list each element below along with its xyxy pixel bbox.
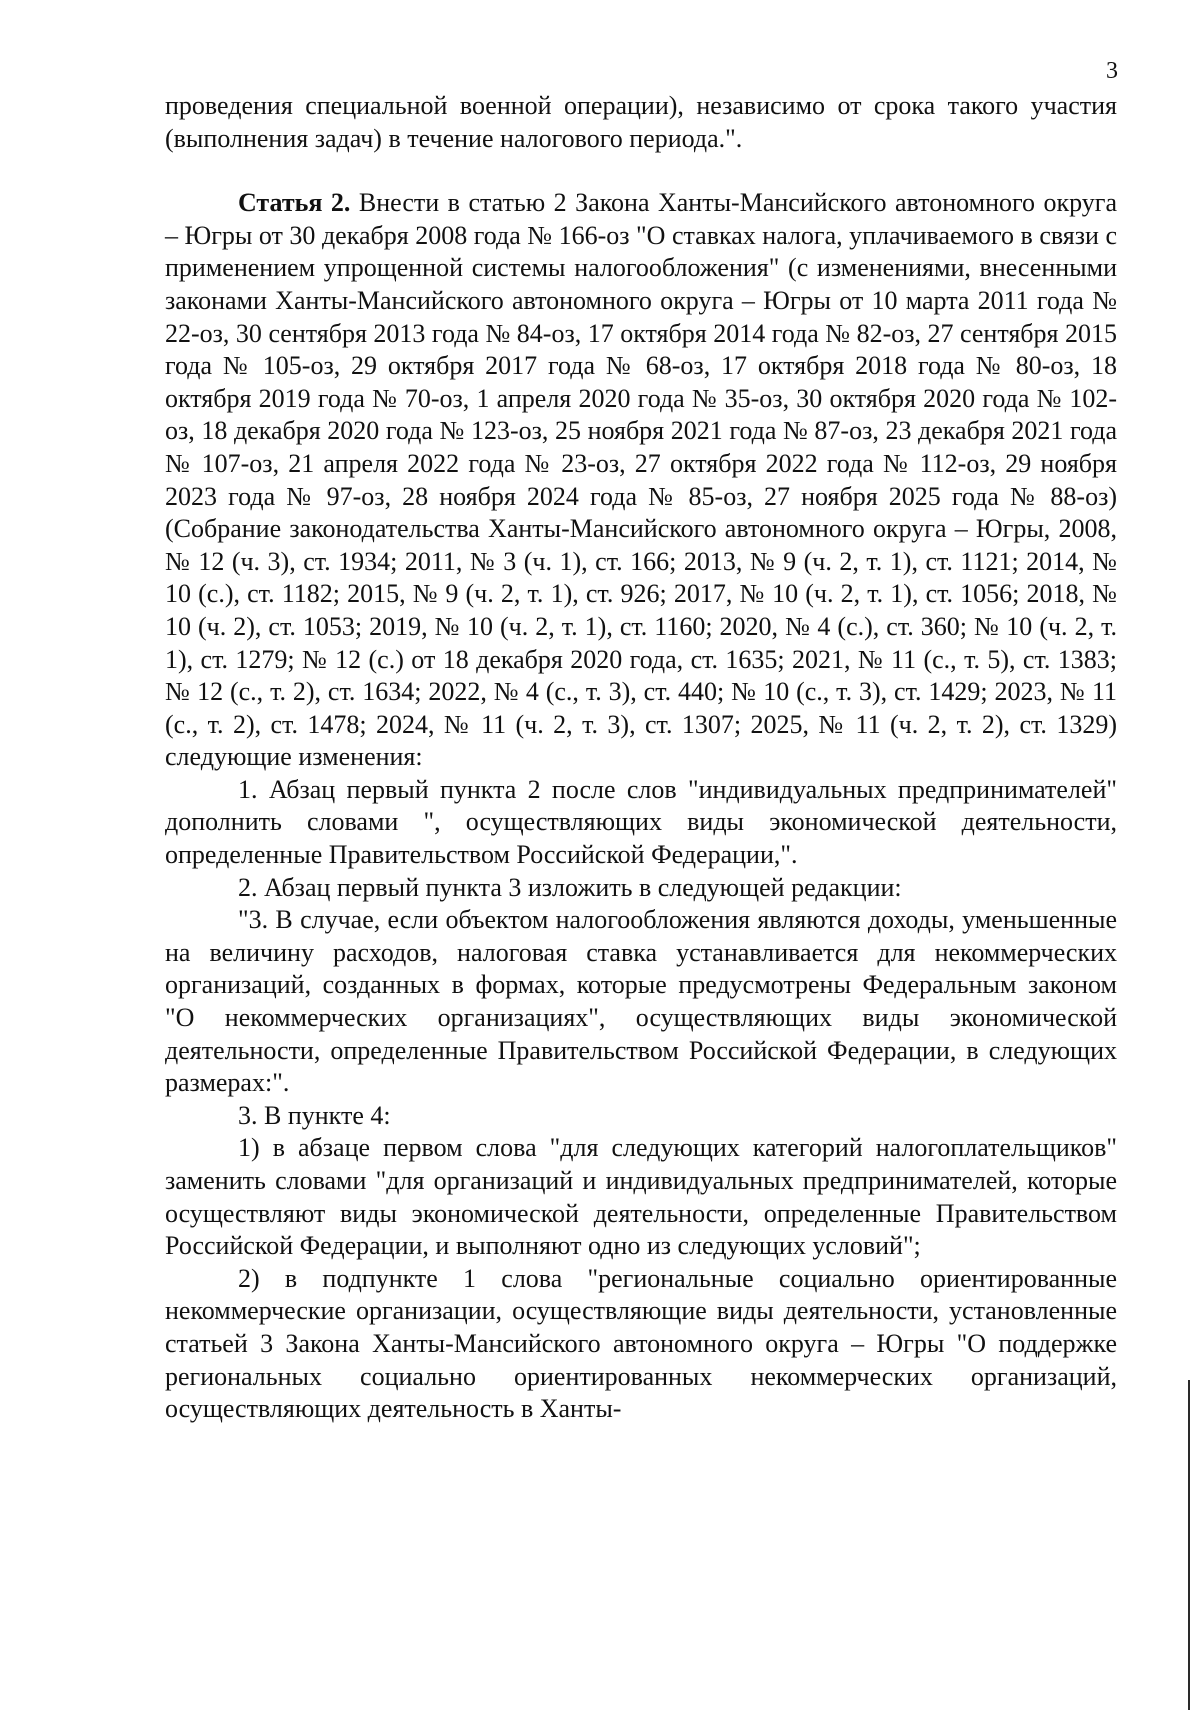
scan-edge-mark: [1188, 1380, 1190, 1710]
paragraph-subitem-1: 1) в абзаце первом слова "для следующих категорий налогоплательщиков" заменить словами "для организаций и индивидуальных предпринимателей, которые осуществляют виды экономической деятельности, определенные Правительством Российской Федерации, и выполняют одно из следующих условий";: [165, 1133, 1117, 1261]
article-heading: Статья 2.: [238, 188, 351, 218]
paragraph-item-3: 3. В пункте 4:: [238, 1100, 391, 1130]
article-2-text: Внести в статью 2 Закона Ханты-Мансийского автономного округа – Югры от 30 декабря 2008 года № 166-оз "О ставках налога, уплачиваемого в связи с применением упрощенной системы налогообложения" (с изменениями, внесенными законами Ханты-Мансийского автономного округа – Югры от 10 марта 2011 года № 22-оз, 30 сентября 2013 года № 84-оз, 17 октября 2014 года № 82-оз, 27 сентября 2015 года № 105-оз, 29 октября 2017 года № 68-оз, 17 октября 2018 года № 80-оз, 18 октября 2019 года № 70-оз, 1 апреля 2020 года № 35-оз, 30 октября 2020 года № 102-оз, 18 декабря 2020 года № 123-оз, 25 ноября 2021 года № 87-оз, 23 декабря 2021 года № 107-оз, 21 апреля 2022 года № 23-оз, 27 октября 2022 года № 112-оз, 29 ноября 2023 года № 97-оз, 28 ноября 2024 года № 85-оз, 27 ноября 2025 года № 88-оз) (Собрание законодательства Ханты-Мансийского автономного округа – Югры, 2008, № 12 (ч. 3), ст. 1934; 2011, № 3 (ч. 1), ст. 166; 2013, № 9 (ч. 2, т. 1), ст. 1121; 2014, № 10 (с.), ст. 1182; 2015, № 9 (ч. 2, т. 1), ст. 926; 2017, № 10 (ч. 2, т. 1), ст. 1056; 2018, № 10 (ч. 2), ст. 1053; 2019, № 10 (ч. 2, т. 1), ст. 1160; 2020, № 4 (с.), ст. 360; № 10 (ч. 2, т. 1), ст. 1279; № 12 (с.) от 18 декабря 2020 года, ст. 1635; 2021, № 11 (с., т. 5), ст. 1383; № 12 (с., т. 2), ст. 1634; 2022, № 4 (с., т. 3), ст. 440; № 10 (с., т. 3), ст. 1429; 2023, № 11 (с., т. 2), ст. 1478; 2024, № 11 (ч. 2, т. 3), ст. 1307; 2025, № 11 (ч. 2, т. 2), ст. 1329) следующие изменения:: [165, 188, 1117, 772]
paragraph-article-2: [165, 187, 1117, 774]
paragraph-subitem-2: 2) в подпункте 1 слова "региональные социально ориентированные некоммерческие организации, осуществляющие виды деятельности, установленные статьей 3 Закона Ханты-Мансийского автономного округа – Югры "О поддержке региональных социально ориентированных некоммерческих организаций, осуществляющих деятельность в Ханты-: [165, 1263, 1117, 1424]
document-body: [165, 90, 1117, 1426]
paragraph-quoted-point-3: "3. В случае, если объектом налогообложения являются доходы, уменьшенные на величину расходов, налоговая ставка устанавливается для некоммерческих организаций, созданных в формах, которые предусмотрены Федеральным законом "О некоммерческих организациях", осуществляющих виды экономической деятельности, определенные Правительством Российской Федерации, в следующих размерах:".: [165, 905, 1117, 1098]
paragraph-continuation: проведения специальной военной операции), независимо от срока такого участия (выполнения задач) в течение налогового периода.".: [165, 91, 1117, 153]
paragraph-item-1: 1. Абзац первый пункта 2 после слов "индивидуальных предпринимателей" дополнить словами ", осуществляющих виды экономической деятельности, определенные Правительством Российской Федерации,".: [165, 774, 1117, 870]
paragraph-gap: [165, 155, 1117, 187]
page-number: 3: [1106, 58, 1118, 84]
paragraph-item-2: 2. Абзац первый пункта 3 изложить в следующей редакции:: [238, 872, 902, 902]
